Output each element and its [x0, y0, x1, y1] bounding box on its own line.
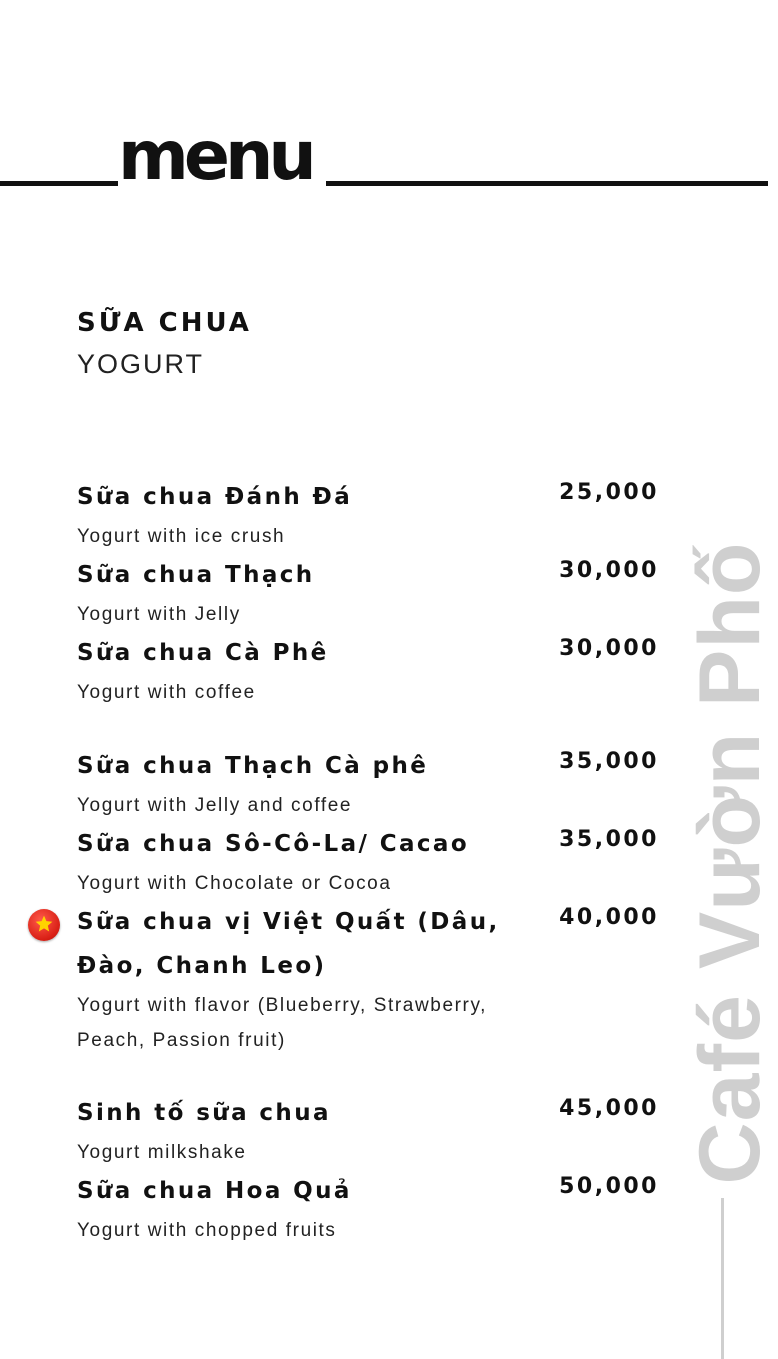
item-description: Yogurt with Jelly — [77, 604, 241, 625]
item-description: Yogurt with Chocolate or Cocoa — [77, 873, 392, 894]
item-description: Yogurt with ice crush — [77, 526, 286, 547]
item-price: 35,000 — [559, 827, 659, 852]
item-description: Yogurt milkshake — [77, 1142, 247, 1163]
item-name: Sinh tố sữa chua — [77, 1100, 331, 1126]
menu-title: menu — [118, 117, 312, 196]
menu-item — [77, 744, 677, 823]
menu-item — [77, 631, 677, 710]
item-price: 25,000 — [559, 480, 659, 505]
item-description: Yogurt with coffee — [77, 682, 256, 703]
star-badge-icon — [28, 909, 60, 941]
menu-item — [77, 475, 677, 554]
menu-item — [77, 822, 677, 901]
item-description: Yogurt with Jelly and coffee — [77, 795, 353, 816]
star-glyph — [34, 914, 54, 934]
item-price: 30,000 — [559, 558, 659, 583]
item-name: Sữa chua vị Việt Quất (Dâu, Đào, Chanh Leo) — [77, 909, 500, 979]
item-price: 30,000 — [559, 636, 659, 661]
item-name: Sữa chua Hoa Quả — [77, 1178, 352, 1204]
item-name: Sữa chua Đánh Đá — [77, 484, 353, 510]
brand-watermark: Café Vườn Phố — [682, 541, 778, 1185]
item-name: Sữa chua Cà Phê — [77, 640, 329, 666]
item-price: 40,000 — [559, 905, 659, 930]
menu-item — [77, 553, 677, 632]
item-name: Sữa chua Thạch Cà phê — [77, 753, 429, 779]
item-price: 35,000 — [559, 749, 659, 774]
item-price: 45,000 — [559, 1096, 659, 1121]
header-rule-left — [0, 181, 118, 186]
menu-item-featured — [77, 900, 677, 1058]
item-name: Sữa chua Thạch — [77, 562, 315, 588]
item-description: Yogurt with chopped fruits — [77, 1220, 337, 1241]
header-rule-right — [326, 181, 768, 186]
item-name: Sữa chua Sô-Cô-La/ Cacao — [77, 831, 470, 857]
menu-item — [77, 1091, 677, 1170]
item-price: 50,000 — [559, 1174, 659, 1199]
section-title-en: YOGURT — [77, 349, 205, 379]
section-title-vn: SỮA CHUA — [77, 308, 252, 338]
item-description: Yogurt with flavor (Blueberry, Strawberry, Peach, Passion fruit) — [77, 995, 488, 1051]
menu-item — [77, 1169, 677, 1248]
side-rule — [721, 1198, 724, 1359]
